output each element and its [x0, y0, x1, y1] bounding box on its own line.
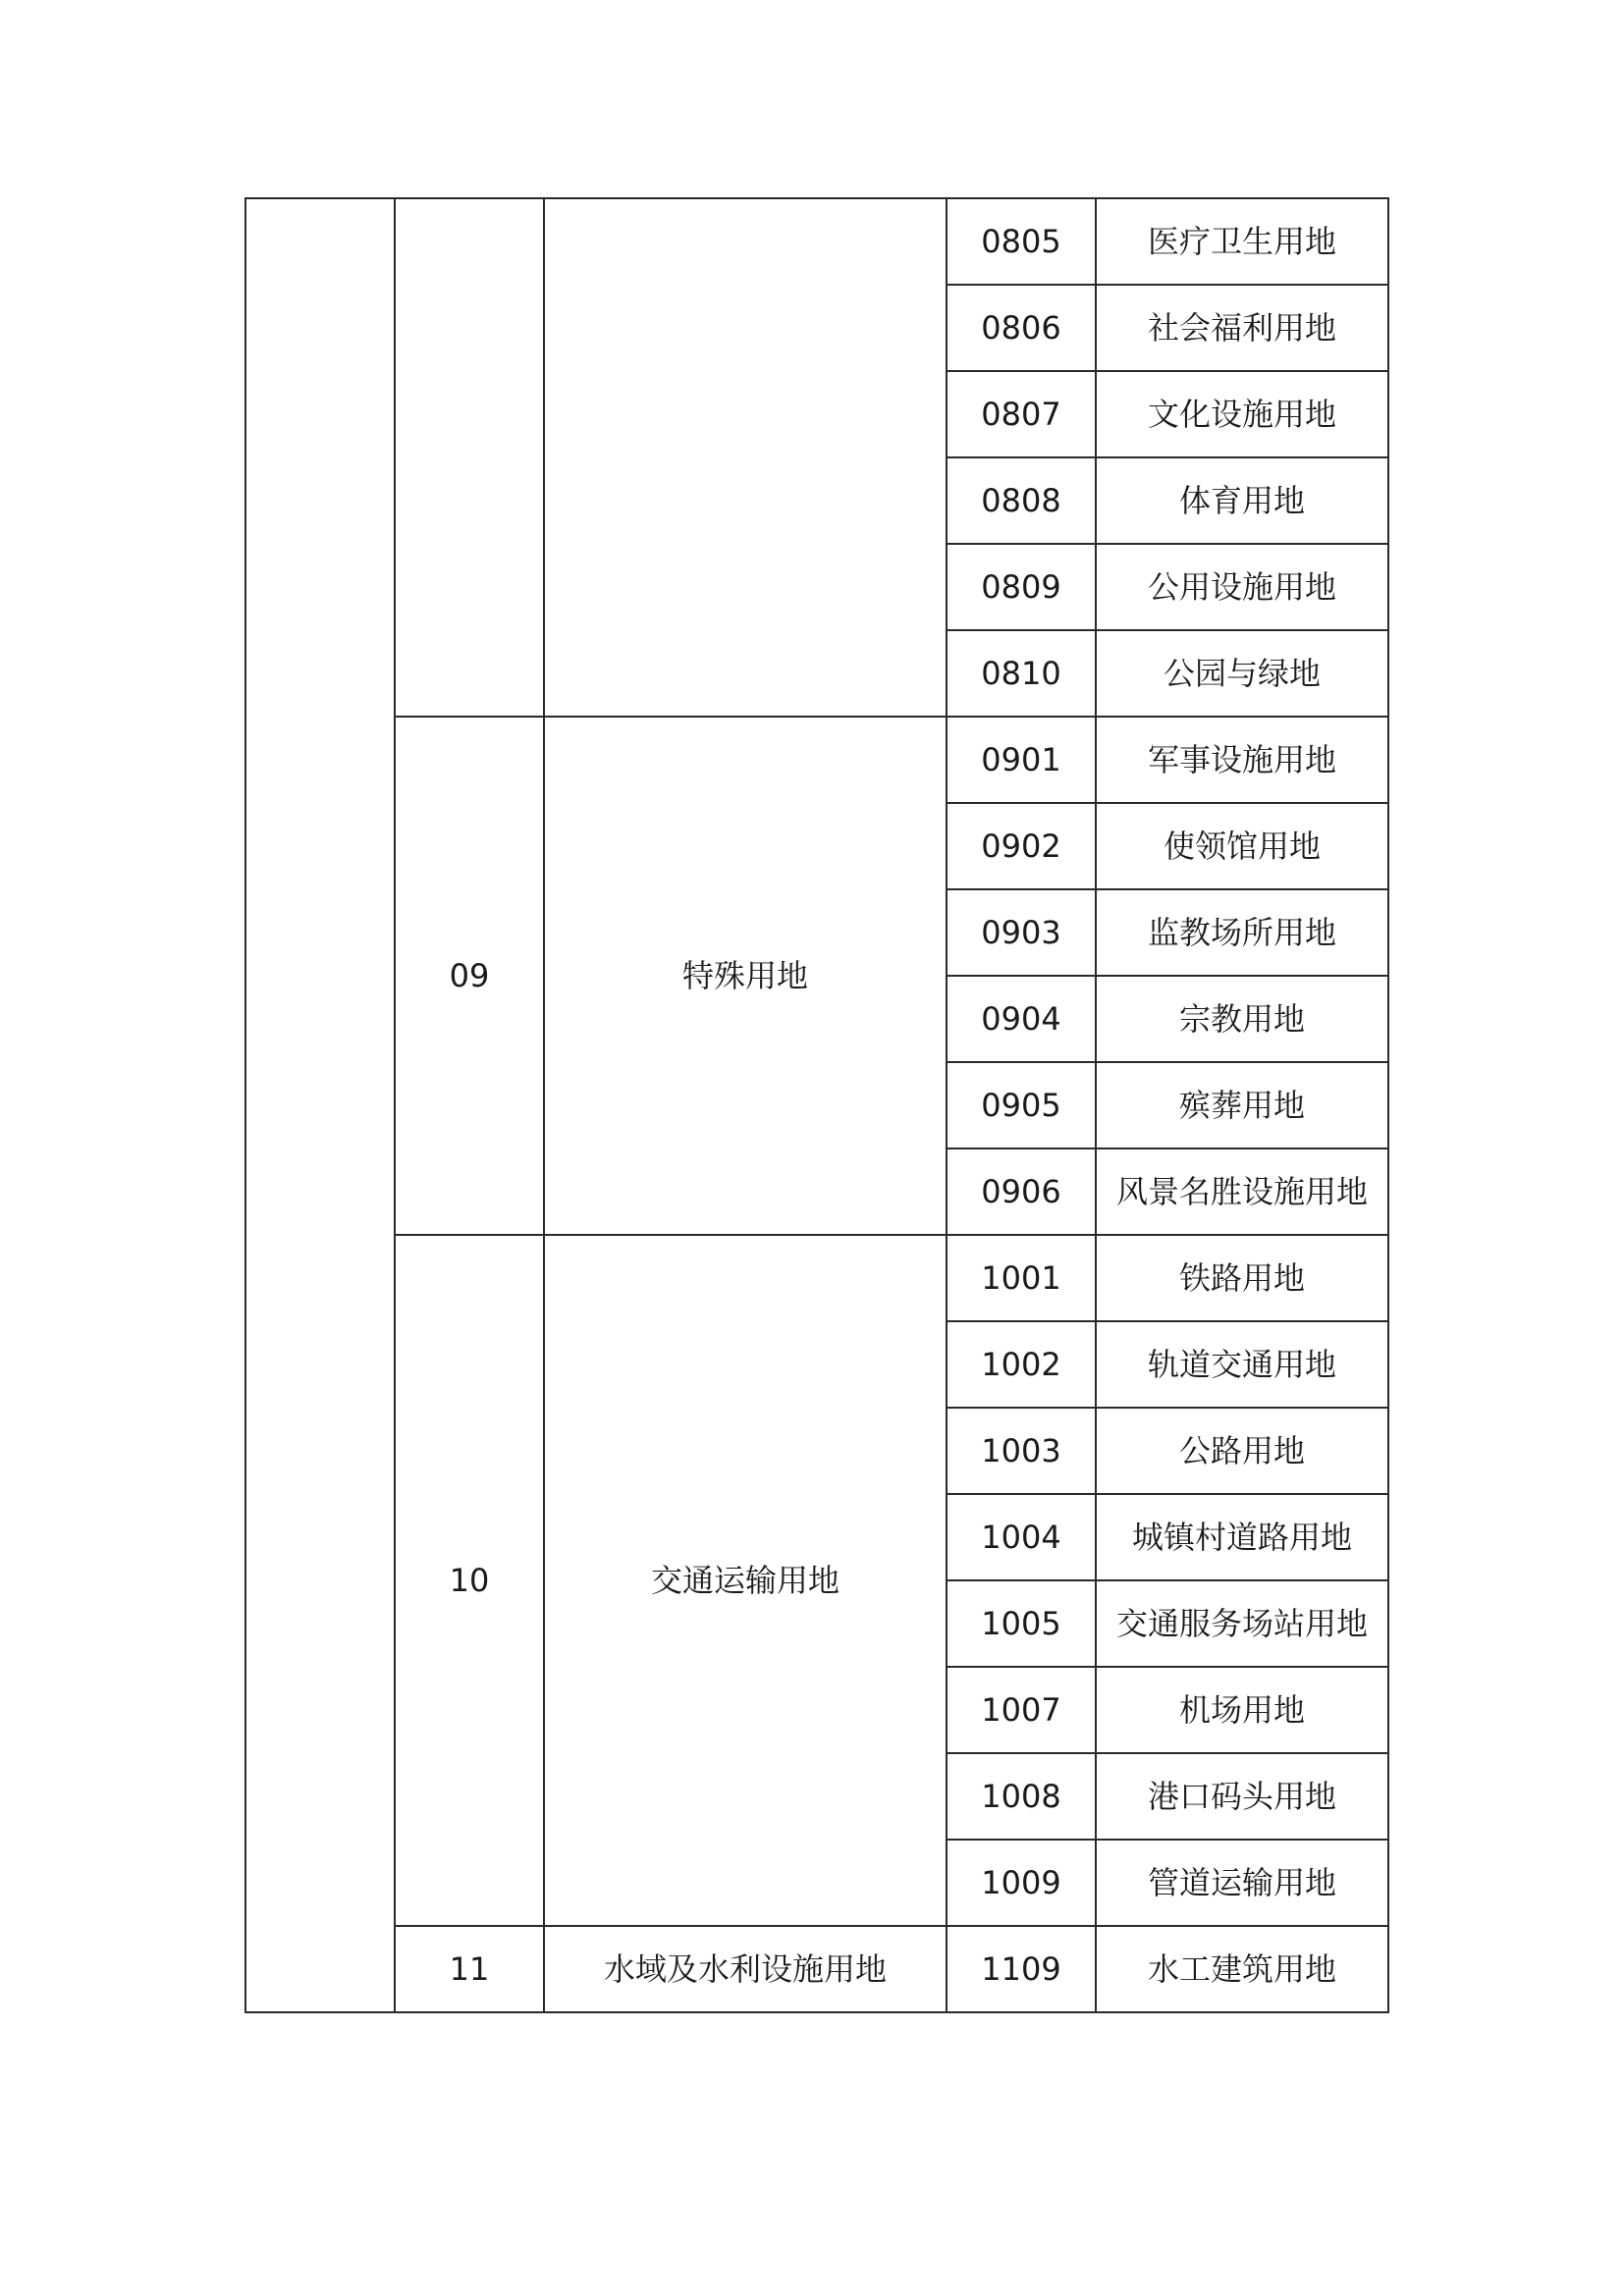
item-name-cell: 港口码头用地 — [1096, 1753, 1388, 1840]
item-name-cell: 体育用地 — [1096, 457, 1388, 544]
item-name-cell: 公路用地 — [1096, 1408, 1388, 1494]
item-code-cell: 1004 — [947, 1494, 1096, 1580]
item-code-cell: 0903 — [947, 889, 1096, 976]
item-code-cell: 0809 — [947, 544, 1096, 630]
item-name-cell: 交通服务场站用地 — [1096, 1580, 1388, 1667]
table-row — [245, 198, 1388, 285]
outer-category-cell — [245, 198, 395, 2012]
item-name-cell: 军事设施用地 — [1096, 717, 1388, 803]
group-name-cell: 水域及水利设施用地 — [544, 1926, 947, 2012]
item-code-cell: 1001 — [947, 1235, 1096, 1321]
item-name-cell: 监教场所用地 — [1096, 889, 1388, 976]
item-code-cell: 0905 — [947, 1062, 1096, 1148]
group-code-cell: 11 — [395, 1926, 544, 2012]
item-code-cell: 0807 — [947, 371, 1096, 457]
item-code-cell: 0810 — [947, 630, 1096, 717]
item-code-cell: 1005 — [947, 1580, 1096, 1667]
item-name-cell: 机场用地 — [1096, 1667, 1388, 1753]
item-code-cell: 0904 — [947, 976, 1096, 1062]
table-row — [245, 717, 1388, 803]
land-use-classification-table — [244, 197, 1389, 2013]
table-row — [245, 1926, 1388, 2012]
item-name-cell: 城镇村道路用地 — [1096, 1494, 1388, 1580]
item-code-cell: 1007 — [947, 1667, 1096, 1753]
item-code-cell: 0901 — [947, 717, 1096, 803]
item-name-cell: 使领馆用地 — [1096, 803, 1388, 889]
item-name-cell: 铁路用地 — [1096, 1235, 1388, 1321]
item-name-cell: 医疗卫生用地 — [1096, 198, 1388, 285]
item-code-cell: 1002 — [947, 1321, 1096, 1408]
table-row — [245, 1235, 1388, 1321]
group-code-cell — [395, 198, 544, 717]
item-code-cell: 1009 — [947, 1840, 1096, 1926]
item-name-cell: 社会福利用地 — [1096, 285, 1388, 371]
item-code-cell: 0805 — [947, 198, 1096, 285]
item-code-cell: 1008 — [947, 1753, 1096, 1840]
group-name-cell: 交通运输用地 — [544, 1235, 947, 1926]
item-name-cell: 文化设施用地 — [1096, 371, 1388, 457]
item-code-cell: 1109 — [947, 1926, 1096, 2012]
item-name-cell: 宗教用地 — [1096, 976, 1388, 1062]
item-name-cell: 公用设施用地 — [1096, 544, 1388, 630]
item-code-cell: 1003 — [947, 1408, 1096, 1494]
group-code-cell: 10 — [395, 1235, 544, 1926]
group-name-cell: 特殊用地 — [544, 717, 947, 1235]
group-name-cell — [544, 198, 947, 717]
group-code-cell: 09 — [395, 717, 544, 1235]
table-body — [245, 198, 1388, 2012]
item-name-cell: 轨道交通用地 — [1096, 1321, 1388, 1408]
item-name-cell: 风景名胜设施用地 — [1096, 1148, 1388, 1235]
item-name-cell: 管道运输用地 — [1096, 1840, 1388, 1926]
item-name-cell: 公园与绿地 — [1096, 630, 1388, 717]
item-name-cell: 殡葬用地 — [1096, 1062, 1388, 1148]
item-name-cell: 水工建筑用地 — [1096, 1926, 1388, 2012]
item-code-cell: 0902 — [947, 803, 1096, 889]
item-code-cell: 0906 — [947, 1148, 1096, 1235]
item-code-cell: 0808 — [947, 457, 1096, 544]
item-code-cell: 0806 — [947, 285, 1096, 371]
